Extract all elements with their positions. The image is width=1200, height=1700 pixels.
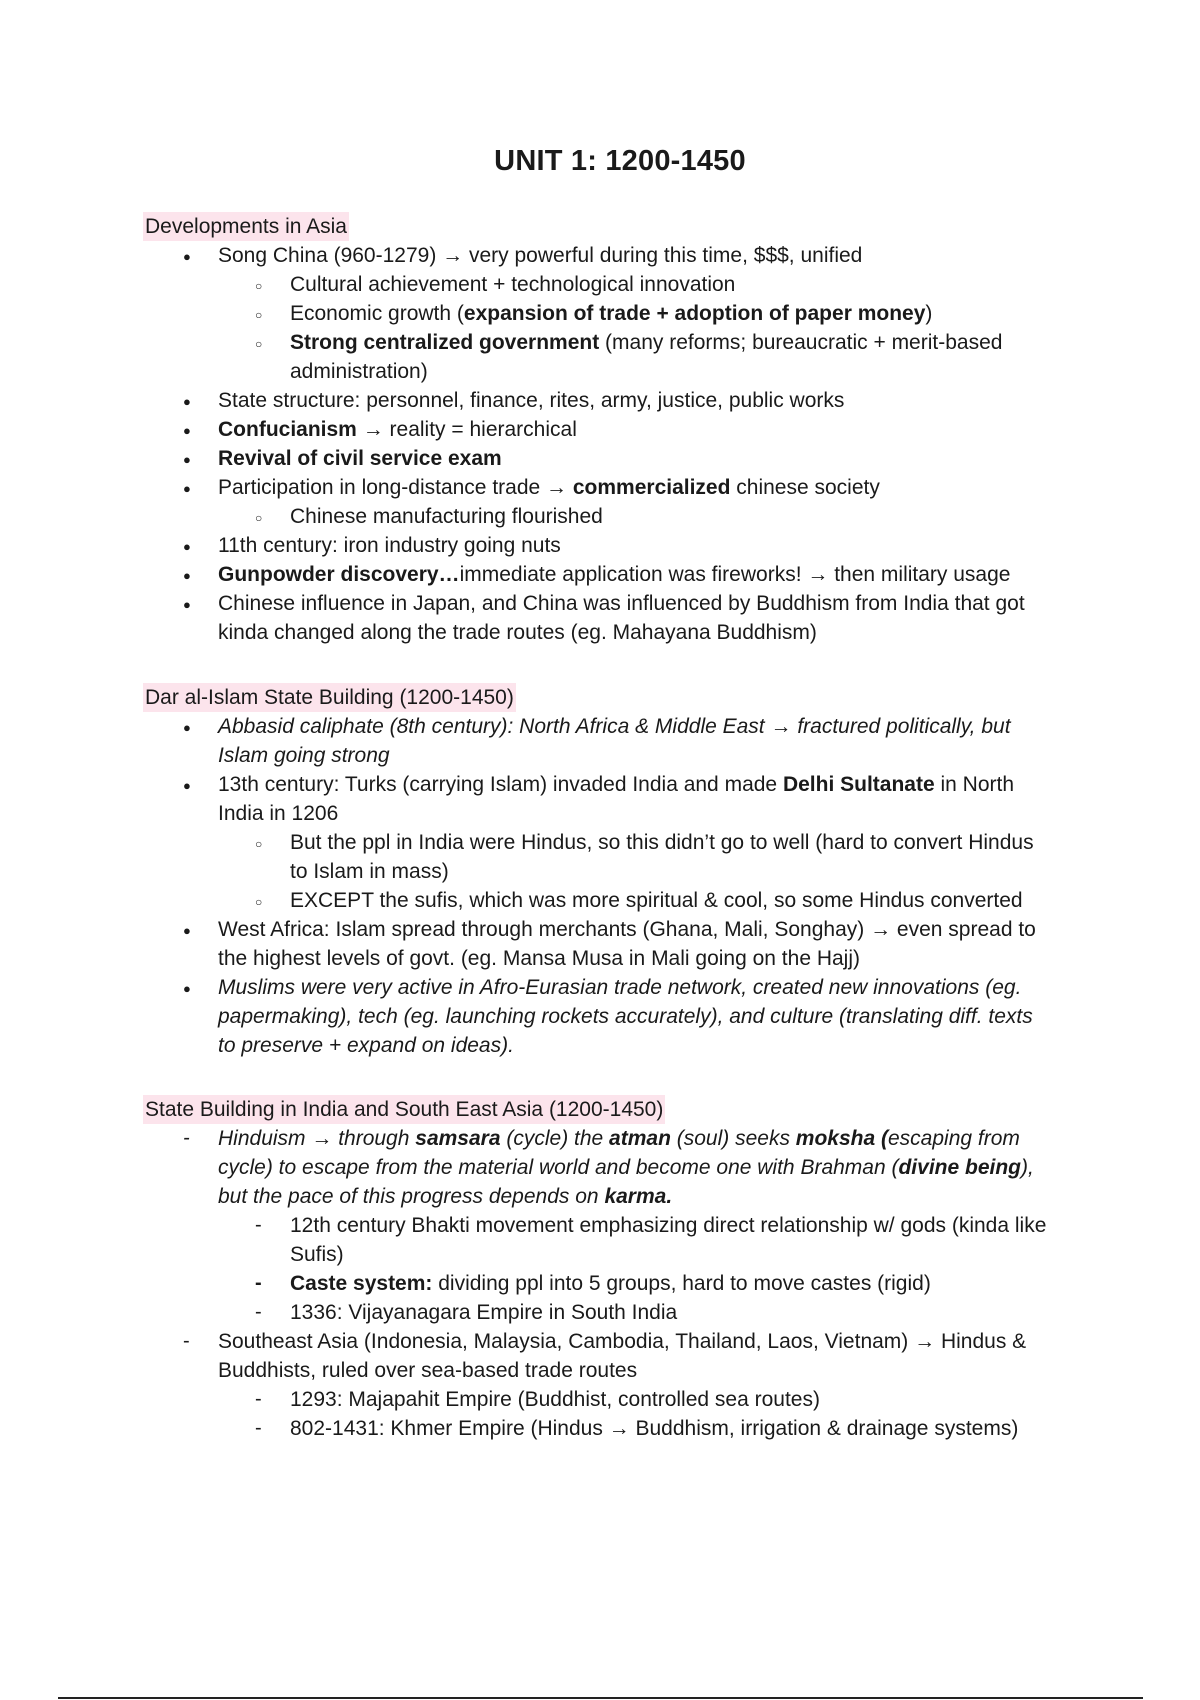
section-dar-al-islam bbox=[145, 683, 1105, 1060]
list-item: ○ Economic growth (expansion of trade + adoption of paper money) bbox=[145, 299, 1105, 328]
bullet-list bbox=[145, 712, 1105, 1060]
list-item: - 1293: Majapahit Empire (Buddhist, controlled sea routes) bbox=[145, 1385, 1105, 1414]
bullet-icon bbox=[183, 531, 191, 561]
bullet-icon bbox=[183, 915, 191, 945]
list-item: - 12th century Bhakti movement emphasizing direct relationship w/ gods (kinda like Sufis) bbox=[145, 1211, 1105, 1269]
list-item: ● West Africa: Islam spread through merchants (Ghana, Mali, Songhay) → even spread to the highest levels of govt. (eg. Mansa Musa in Mali going on the Hajj) bbox=[145, 915, 1105, 973]
bullet-icon bbox=[183, 770, 191, 800]
list-item: ○ But the ppl in India were Hindus, so this didn’t go to well (hard to convert Hindus to Islam in mass) bbox=[145, 828, 1105, 886]
list-item: ● Chinese influence in Japan, and China was influenced by Buddhism from India that got kinda changed along the trade routes (eg. Mahayana Buddhism) bbox=[145, 589, 1105, 647]
page-title: UNIT 1: 1200-1450 bbox=[494, 145, 746, 177]
bullet-icon bbox=[183, 560, 191, 590]
bullet-list bbox=[145, 1124, 1105, 1443]
section-heading: State Building in India and South East Asia (1200-1450) bbox=[143, 1095, 665, 1124]
bullet-icon bbox=[183, 589, 191, 619]
list-item: ● Abbasid caliphate (8th century): North Africa & Middle East → fractured politically, but Islam going strong bbox=[145, 712, 1105, 770]
list-item: ○ Chinese manufacturing flourished bbox=[145, 502, 1105, 531]
section-india-southeast-asia bbox=[145, 1095, 1105, 1443]
dash-bullet-icon bbox=[255, 1269, 262, 1298]
page-bottom-rule bbox=[58, 1697, 1143, 1699]
dash-bullet-icon bbox=[255, 1385, 262, 1414]
circle-bullet-icon bbox=[255, 270, 262, 301]
list-item: - 802-1431: Khmer Empire (Hindus → Buddhism, irrigation & drainage systems) bbox=[145, 1414, 1105, 1443]
bullet-icon bbox=[183, 712, 191, 742]
list-item: ○ Strong centralized government (many reforms; bureaucratic + merit-based administration) bbox=[145, 328, 1105, 386]
circle-bullet-icon bbox=[255, 299, 262, 330]
bullet-icon bbox=[183, 444, 191, 474]
circle-bullet-icon bbox=[255, 886, 262, 917]
list-item: ● 13th century: Turks (carrying Islam) invaded India and made Delhi Sultanate in North India in 1206 bbox=[145, 770, 1105, 828]
list-item: - 1336: Vijayanagara Empire in South India bbox=[145, 1298, 1105, 1327]
list-item: ● Gunpowder discovery…immediate application was fireworks! → then military usage bbox=[145, 560, 1105, 589]
list-item: ● Confucianism → reality = hierarchical bbox=[145, 415, 1105, 444]
section-heading: Dar al-Islam State Building (1200-1450) bbox=[143, 683, 516, 712]
list-item: - Hinduism → through samsara (cycle) the atman (soul) seeks moksha (escaping from cycle) to escape from the material world and become one with Brahman (divine being), but the pace of this progress depends on karma. bbox=[145, 1124, 1105, 1211]
circle-bullet-icon bbox=[255, 828, 262, 859]
bullet-icon bbox=[183, 473, 191, 503]
bullet-icon bbox=[183, 241, 191, 271]
list-item: ● Revival of civil service exam bbox=[145, 444, 1105, 473]
bullet-icon bbox=[183, 415, 191, 445]
list-item: ● 11th century: iron industry going nuts bbox=[145, 531, 1105, 560]
bullet-icon bbox=[183, 386, 191, 416]
dash-bullet-icon bbox=[255, 1414, 262, 1443]
list-item: ○ EXCEPT the sufis, which was more spiritual & cool, so some Hindus converted bbox=[145, 886, 1105, 915]
list-item: ● Song China (960-1279) → very powerful during this time, $$$, unified bbox=[145, 241, 1105, 270]
dash-bullet-icon bbox=[183, 1327, 190, 1356]
dash-bullet-icon bbox=[255, 1298, 262, 1327]
circle-bullet-icon bbox=[255, 502, 262, 533]
section-heading: Developments in Asia bbox=[143, 212, 349, 241]
list-item: - Caste system: dividing ppl into 5 groups, hard to move castes (rigid) bbox=[145, 1269, 1105, 1298]
circle-bullet-icon bbox=[255, 328, 262, 359]
bullet-list bbox=[145, 241, 1105, 647]
list-item: ● State structure: personnel, finance, rites, army, justice, public works bbox=[145, 386, 1105, 415]
list-item: ● Muslims were very active in Afro-Eurasian trade network, created new innovations (eg. papermaking), tech (eg. launching rockets accurately), and culture (translating diff. texts to preserve + expand on ideas). bbox=[145, 973, 1105, 1060]
list-item: - Southeast Asia (Indonesia, Malaysia, Cambodia, Thailand, Laos, Vietnam) → Hindus & Buddhists, ruled over sea-based trade routes bbox=[145, 1327, 1105, 1385]
dash-bullet-icon bbox=[183, 1124, 190, 1153]
section-developments-in-asia bbox=[145, 212, 1105, 647]
dash-bullet-icon bbox=[255, 1211, 262, 1240]
list-item: ○ Cultural achievement + technological innovation bbox=[145, 270, 1105, 299]
bullet-icon bbox=[183, 973, 191, 1003]
list-item: ● Participation in long-distance trade → commercialized chinese society bbox=[145, 473, 1105, 502]
